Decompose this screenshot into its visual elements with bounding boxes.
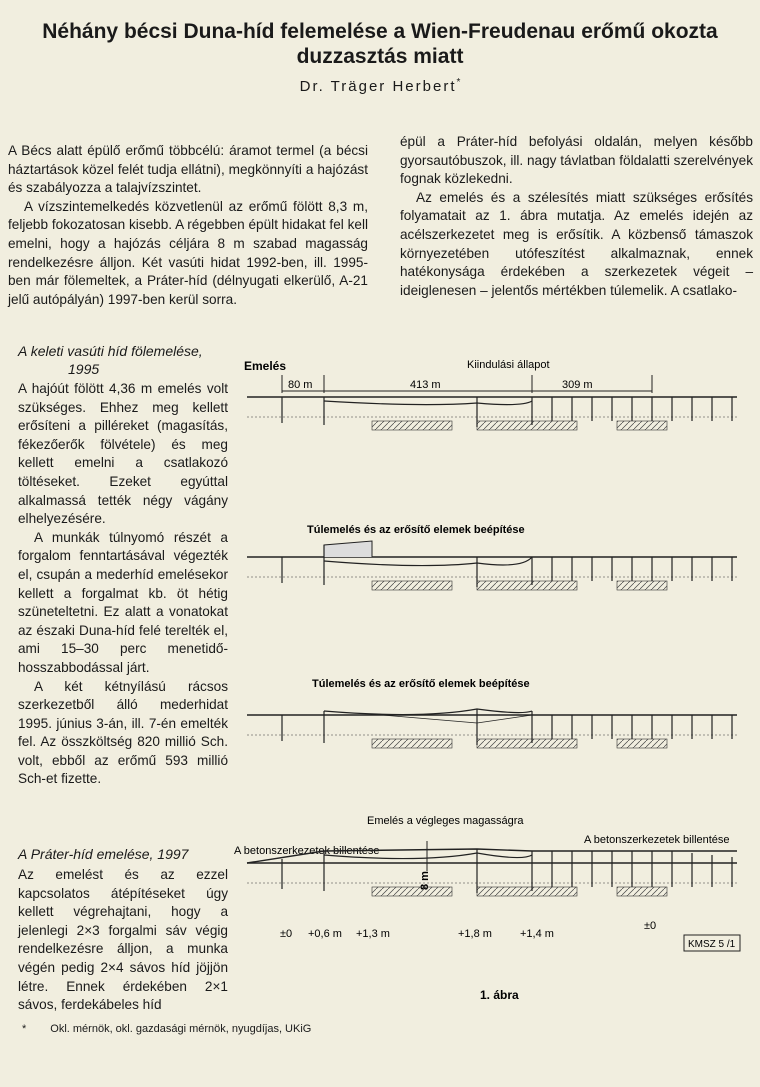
section1-paragraph-1: A hajóút fölött 4,36 m emelés volt szükséges. Ehhez meg kellett erősíteni a pilléreket (magasítás, fékezőerők fölvétele) és meg kellett emelni a csatlakozó töltéseket. Ezeket egyúttal alkalmassá tették négy vágány elhelyezésére. bbox=[18, 381, 228, 527]
tilt-right-label: A betonszerkezetek billentése bbox=[584, 834, 730, 846]
stage2-title: Túlemelés és az erősítő elemek beépítése bbox=[307, 524, 525, 536]
stage1-dimensions bbox=[282, 375, 652, 393]
level-label-6: ±0 bbox=[644, 920, 657, 932]
span-right-label: 309 m bbox=[562, 379, 593, 391]
article-title-line1: Néhány bécsi Duna-híd felemelése a Wien-Freudenau erőmű okozta bbox=[42, 20, 718, 43]
stage2-bridge bbox=[247, 541, 737, 590]
section2-heading: A Práter-híd emelése, 1997 bbox=[18, 846, 189, 862]
level-label-5: +1,4 m bbox=[520, 928, 554, 940]
stage3-bridge bbox=[247, 709, 737, 748]
section2-paragraph: Az emelést és az ezzel kapcsolatos átépítéseket úgy kellett végrehajtani, hogy a jelenlegi 2×3 forgalmi sáv végig rendelkezésre álljon, a munka végén pedig 2×4 sávos híd jöjjön létre. Ennek érdekében 2×1 sávos, ferdekábeles híd bbox=[18, 867, 228, 1013]
author bbox=[0, 77, 760, 95]
section1-heading bbox=[18, 342, 228, 378]
stage3-title: Túlemelés és az erősítő elemek beépítése bbox=[312, 678, 530, 690]
author-name: Dr. Träger Herbert bbox=[299, 78, 457, 95]
span-mid-label: 413 m bbox=[410, 379, 441, 391]
height-label: 8 m bbox=[419, 871, 431, 890]
level-label-1: ±0 bbox=[280, 928, 293, 940]
right-column bbox=[400, 133, 753, 300]
intro-column bbox=[8, 142, 368, 309]
right-paragraph-2: Az emelés és a szélesítés miatt szükséges erősítés folyamatait az 1. ábra mutatja. Az emelés idején az acélszerkezetet meg is erősítik. A közbenső támaszok környezetében utófeszítést alkalmaznak, ennek hatékonysága érdekében a szerkezetek végeit – ideiglenesen – jelentős mértékben túlemelik. A csatlako- bbox=[400, 189, 753, 298]
section1-heading-line2: 1995 bbox=[68, 361, 100, 377]
section2-body bbox=[18, 866, 228, 1015]
level-label-3: +1,3 m bbox=[356, 928, 390, 940]
section1-paragraph-2: A munkák túlnyomó részét a forgalom fenntartásával végezték el, csupán a mederhíd emelésekor kellett a forgalmat kb. öt hétig szüneteltetni. Ez alatt a vonatokat az északi Duna-híd felé terelték el, ami 15–30 perc menetidő-hosszabbodással járt. bbox=[18, 529, 228, 675]
intro-paragraph-2: A vízszintemelkedés közvetlenül az erőmű fölött 8,3 m, feljebb fokozatosan kisebb. A régebben épült hidakat fel kell emelni, hogy a hajózás céljára 8 m szabad magasság rendelkezésre álljon. Két vasúti hidat 1992-ben, ill. 1995-ben már fölemeltek, a Práter-híd (délnyugati elkerülő, A-21 jelű autópályán) 1997-ben kerül sorra. bbox=[8, 198, 368, 307]
section1-paragraph-3: A két kétnyílású rácsos szerkezetből álló mederhidat 1995. június 3-án, ill. 7-én emelték fel. Az összköltség 820 millió Sch. volt, ebből az erőmű 593 millió Sch-et fizette. bbox=[18, 678, 228, 787]
level-label-2: +0,6 m bbox=[308, 928, 342, 940]
stage1-bridge bbox=[247, 397, 737, 430]
span-left-label: 80 m bbox=[288, 379, 313, 391]
intro-paragraph-1: A Bécs alatt épülő erőmű többcélú: áramot termel (a bécsi háztartások közel felét tudja ellátni), megkönnyíti a hajózást és szabályozza a talajvízszintet. bbox=[8, 143, 368, 196]
section1-body bbox=[18, 380, 228, 789]
stage1-title: Kiindulási állapot bbox=[467, 359, 550, 371]
right-paragraph-1: épül a Práter-híd befolyási oldalán, melyen később gyorsautóbuszok, ill. nagy távlatban földalatti szerelvények fognak közlekedni. bbox=[400, 134, 753, 187]
footnote bbox=[22, 1023, 335, 1035]
section1-heading-line1: A keleti vasúti híd fölemelése, bbox=[18, 343, 203, 359]
tilt-left-label: A betonszerkezetek billentése bbox=[234, 845, 380, 857]
stage4-title: Emelés a végleges magasságra bbox=[367, 815, 524, 827]
author-footnote-mark: * bbox=[456, 77, 461, 88]
footnote-text: Okl. mérnök, okl. gazdasági mérnök, nyugdíjas, UKiG bbox=[50, 1023, 312, 1035]
level-label-4: +1,8 m bbox=[458, 928, 492, 940]
figure-1-bridge-lifting-diagram bbox=[232, 345, 747, 1010]
figure-code: KMSZ 5 /1 bbox=[688, 939, 736, 950]
footnote-mark: * bbox=[22, 1023, 27, 1035]
article-title-line2: duzzasztás miatt bbox=[296, 45, 464, 68]
emeles-label: Emelés bbox=[244, 359, 287, 373]
figure-caption: 1. ábra bbox=[480, 988, 519, 1002]
